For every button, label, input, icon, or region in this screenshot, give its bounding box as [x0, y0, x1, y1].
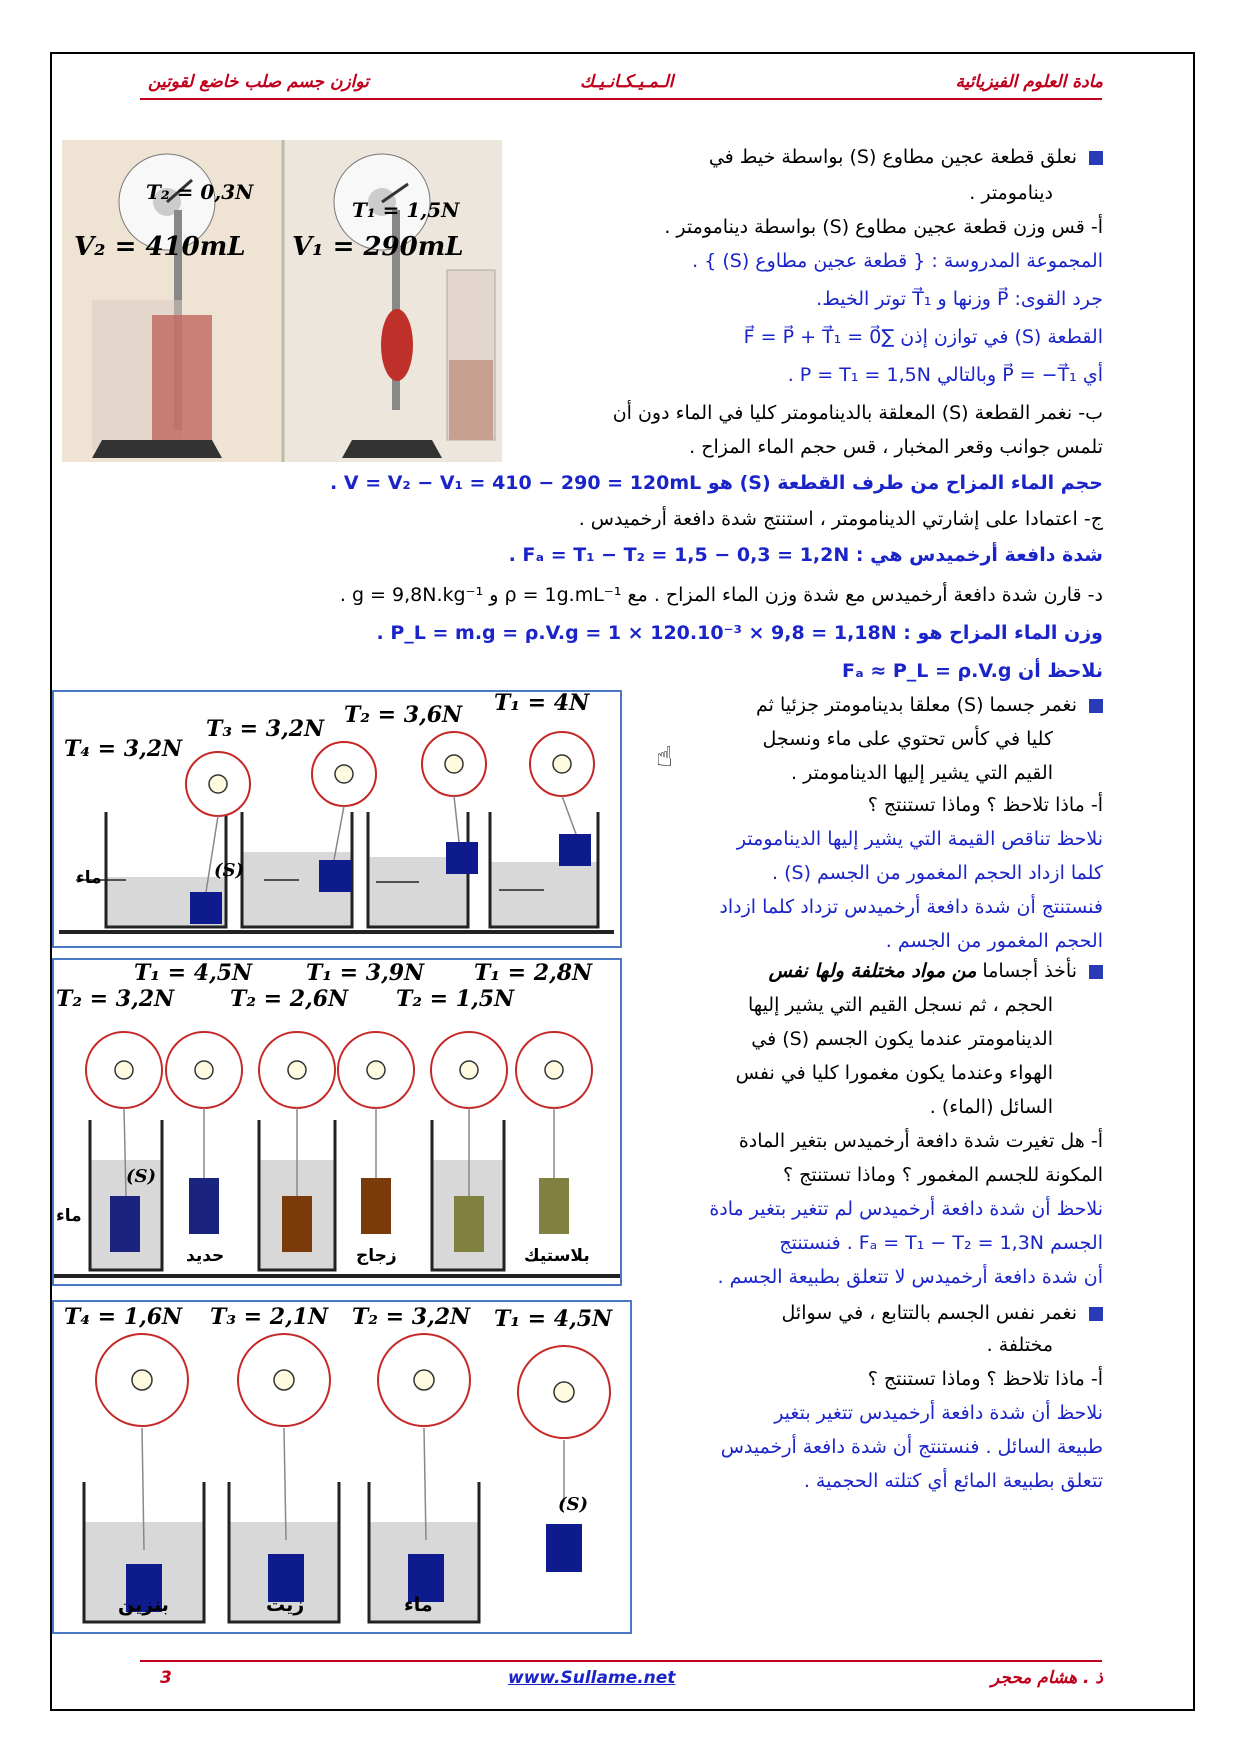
fig3-glass-air	[361, 1178, 391, 1234]
fig3-iron-label: حديد	[186, 1246, 225, 1266]
fig4-water-label: ماء	[404, 1594, 433, 1616]
fig3-plastic-label: بلاستيك	[524, 1246, 590, 1266]
fig2-t3: T₃ = 3,2N	[206, 716, 325, 742]
fig2-t4: T₄ = 3,2N	[64, 736, 183, 762]
fig2-inner	[209, 755, 571, 793]
footer-site-link[interactable]: www.Sullame.net	[508, 1668, 676, 1688]
s2-answer-4: الحجم المغمور من الجسم .	[885, 930, 1103, 952]
s3-intro-b: من مواد مختلفة ولها نفس	[768, 960, 977, 982]
s4-question: أ- ماذا تلاحظ ؟ وماذا تستنتج ؟	[867, 1368, 1103, 1390]
footer-rule	[140, 1660, 1102, 1662]
header-lesson: توازن جسم صلب خاضع لقوتين	[148, 72, 369, 92]
fig2-drawing	[54, 692, 620, 946]
fig2-t2: T₂ = 3,6N	[344, 702, 463, 728]
bullet-icon	[1089, 965, 1103, 979]
fig3-iron-t2: T₂ = 3,2N	[56, 986, 175, 1012]
s4-answer-3: تتعلق بطبيعة المائع أي كتلته الحجمية .	[803, 1470, 1103, 1492]
s1-equilibrium: القطعة (S) في توازن إذن ∑F⃗ = P⃗ + T⃗₁ = 0⃗	[743, 326, 1103, 348]
s3-intro-1	[769, 956, 1103, 986]
s4-intro-1-text: نغمر نفس الجسم بالتتابع ، في سوائل	[781, 1302, 1077, 1324]
fig2-s-label: (S)	[214, 860, 245, 881]
fig3-water-label: ماء	[56, 1206, 82, 1226]
s4-answer-2: طبيعة السائل . فنستنتج أن شدة دافعة أرخميدس	[720, 1436, 1103, 1458]
s1-intro-1	[709, 142, 1103, 172]
fig2-water-label: ماء	[76, 868, 102, 888]
s3-answer-2: الجسم Fₐ = T₁ − T₂ = 1,3N . فنستنتج	[779, 1232, 1103, 1254]
fig4-drawing	[54, 1302, 630, 1632]
s1-intro-2: دينامومتر .	[969, 182, 1053, 204]
fig3-plastic-water	[454, 1196, 484, 1252]
s1-question-a: أ- قس وزن قطعة عجين مطاوع (S) بواسطة دينامومتر .	[664, 216, 1103, 238]
s1-weight-liquid: وزن الماء المزاح هو : P_L = m.g = ρ.V.g = 1 × 120.10⁻³ × 9,8 = 1,18N .	[376, 622, 1103, 644]
fig4-petrol-label: بنزين	[118, 1594, 169, 1616]
s3-question-2: المكونة للجسم المغمور ؟ وماذا تستنتج ؟	[783, 1164, 1103, 1186]
figure-liquids	[52, 1300, 632, 1634]
fig3-glass-t1: T₁ = 3,9N	[306, 960, 425, 986]
fig3-glass-t2: T₂ = 2,6N	[230, 986, 349, 1012]
s2-intro-1	[756, 690, 1103, 720]
header-rule	[140, 98, 1102, 100]
footer-author: ذ . هشام محجر	[990, 1668, 1103, 1688]
s2-intro-1-text: نغمر جسما (S) معلقا بدينامومتر جزئيا ثم	[756, 694, 1077, 716]
s2-intro-2: كليا في كأس تحتوي على ماء ونسجل	[762, 728, 1053, 750]
bullet-icon	[1089, 699, 1103, 713]
footer-page-number: 3	[160, 1668, 172, 1688]
fig3-iron-air	[189, 1178, 219, 1234]
s2-intro-3: القيم التي يشير إليها الدينامومتر .	[791, 762, 1053, 784]
bullet-icon	[1089, 151, 1103, 165]
fig3-plastic-air	[539, 1178, 569, 1234]
s3-intro-5: السائل (الماء) .	[929, 1096, 1053, 1118]
fig4-inner	[132, 1370, 574, 1402]
fig4-s-label: (S)	[558, 1494, 589, 1515]
photo-drawing	[62, 140, 502, 462]
photo-t1: T₁ = 1,5N	[352, 198, 460, 222]
s3-intro-a: نأخذ أجساما	[976, 960, 1077, 982]
fig3-iron-t1: T₁ = 4,5N	[134, 960, 253, 986]
header-subject: مادة العلوم الفيزيائية	[955, 72, 1103, 92]
s1-note: نلاحظ أن Fₐ ≈ P_L = ρ.V.g	[842, 660, 1103, 682]
s2-answer-1: نلاحظ تناقص القيمة التي يشير إليها الدينامومتر	[736, 828, 1103, 850]
s1-result: أي P⃗ = −T⃗₁ وبالتالي P = T₁ = 1,5N .	[787, 364, 1103, 386]
s1-forces: جرد القوى: P⃗ وزنها و T⃗₁ توتر الخيط.	[816, 288, 1103, 310]
fig3-s-label: (S)	[126, 1166, 157, 1187]
s1-system: المجموعة المدروسة : { قطعة عجين مطاوع (S) } .	[692, 250, 1103, 272]
fig4-oil-label: زيت	[266, 1594, 305, 1616]
s3-intro-2: الحجم ، ثم نسجل القيم التي يشير إليها	[748, 994, 1053, 1016]
s1-archimedes: شدة دافعة أرخميدس هي : Fₐ = T₁ − T₂ = 1,5 − 0,3 = 1,2N .	[508, 544, 1103, 566]
s4-intro-2: مختلفة .	[986, 1334, 1053, 1356]
fig4-t1: T₁ = 4,5N	[494, 1306, 613, 1332]
fig4-dials	[96, 1334, 610, 1438]
s1-question-d: د- قارن شدة دافعة أرخميدس مع شدة وزن الماء المزاح . مع ρ = 1g.mL⁻¹ و g = 9,8N.kg⁻¹ .	[339, 584, 1103, 606]
fig3-glass-label: زجاج	[356, 1246, 397, 1266]
photo-t2: T₂ = 0,3N	[146, 180, 254, 204]
photo-v2: V₂ = 410mL	[74, 232, 246, 262]
fig4-t4: T₄ = 1,6N	[64, 1304, 183, 1330]
fig4-t2: T₂ = 3,2N	[352, 1304, 471, 1330]
fig4-t3: T₃ = 2,1N	[210, 1304, 329, 1330]
s3-answer-3: أن شدة دافعة أرخميدس لا تتعلق بطبيعة الجسم .	[717, 1266, 1103, 1288]
s4-answer-1: نلاحظ أن شدة دافعة أرخميدس تتغير بتغير	[774, 1402, 1103, 1424]
fig3-dials	[86, 1032, 592, 1108]
header-unit: الـمـيـكـانـيـك	[580, 72, 674, 92]
s4-intro-1	[782, 1298, 1103, 1328]
bullet-icon	[1089, 1307, 1103, 1321]
s3-answer-1: نلاحظ أن شدة دافعة أرخميدس لم تتغير بتغير مادة	[709, 1198, 1103, 1220]
s2-answer-2: كلما ازداد الحجم المغمور من الجسم (S) .	[772, 862, 1103, 884]
fig2-t1: T₁ = 4N	[494, 690, 590, 716]
pointer-cursor-icon: ☝	[656, 740, 674, 773]
photo-v1: V₁ = 290mL	[292, 232, 464, 262]
figure-partial-immersion	[52, 690, 622, 948]
s2-answer-3: فنستنتج أن شدة دافعة أرخميدس تزداد كلما ازداد	[719, 896, 1103, 918]
s3-intro-3: الدينامومتر عندما يكون الجسم (S) في	[751, 1028, 1053, 1050]
s3-question-1: أ- هل تغيرت شدة دافعة أرخميدس بتغير المادة	[738, 1130, 1103, 1152]
fig2-dials	[186, 732, 594, 816]
s1-question-b-1: ب- نغمر القطعة (S) المعلقة بالدينامومتر كليا في الماء دون أن	[612, 402, 1103, 424]
s1-volume: حجم الماء المزاح من طرف القطعة (S) هو V = V₂ − V₁ = 410 − 290 = 120mL .	[330, 472, 1103, 494]
fig3-iron-water	[110, 1196, 140, 1252]
figure-materials	[52, 958, 622, 1286]
fig3-plastic-t1: T₁ = 2,8N	[474, 960, 593, 986]
s2-question: أ- ماذا تلاحظ ؟ وماذا تستنتج ؟	[867, 794, 1103, 816]
dynamometer-photo	[62, 140, 502, 462]
fig3-plastic-t2: T₂ = 1,5N	[396, 986, 515, 1012]
s1-intro-1-text: نعلق قطعة عجين مطاوع (S) بواسطة خيط في	[708, 146, 1077, 168]
fig3-glass-water	[282, 1196, 312, 1252]
s3-intro-4: الهواء وعندما يكون مغمورا كليا في نفس	[735, 1062, 1053, 1084]
s1-question-b-2: تلمس جوانب وقعر المخبار ، قس حجم الماء المزاح .	[689, 436, 1103, 458]
s1-question-c: ج- اعتمادا على إشارتي الدينامومتر ، استنتج شدة دافعة أرخميدس .	[578, 508, 1103, 530]
